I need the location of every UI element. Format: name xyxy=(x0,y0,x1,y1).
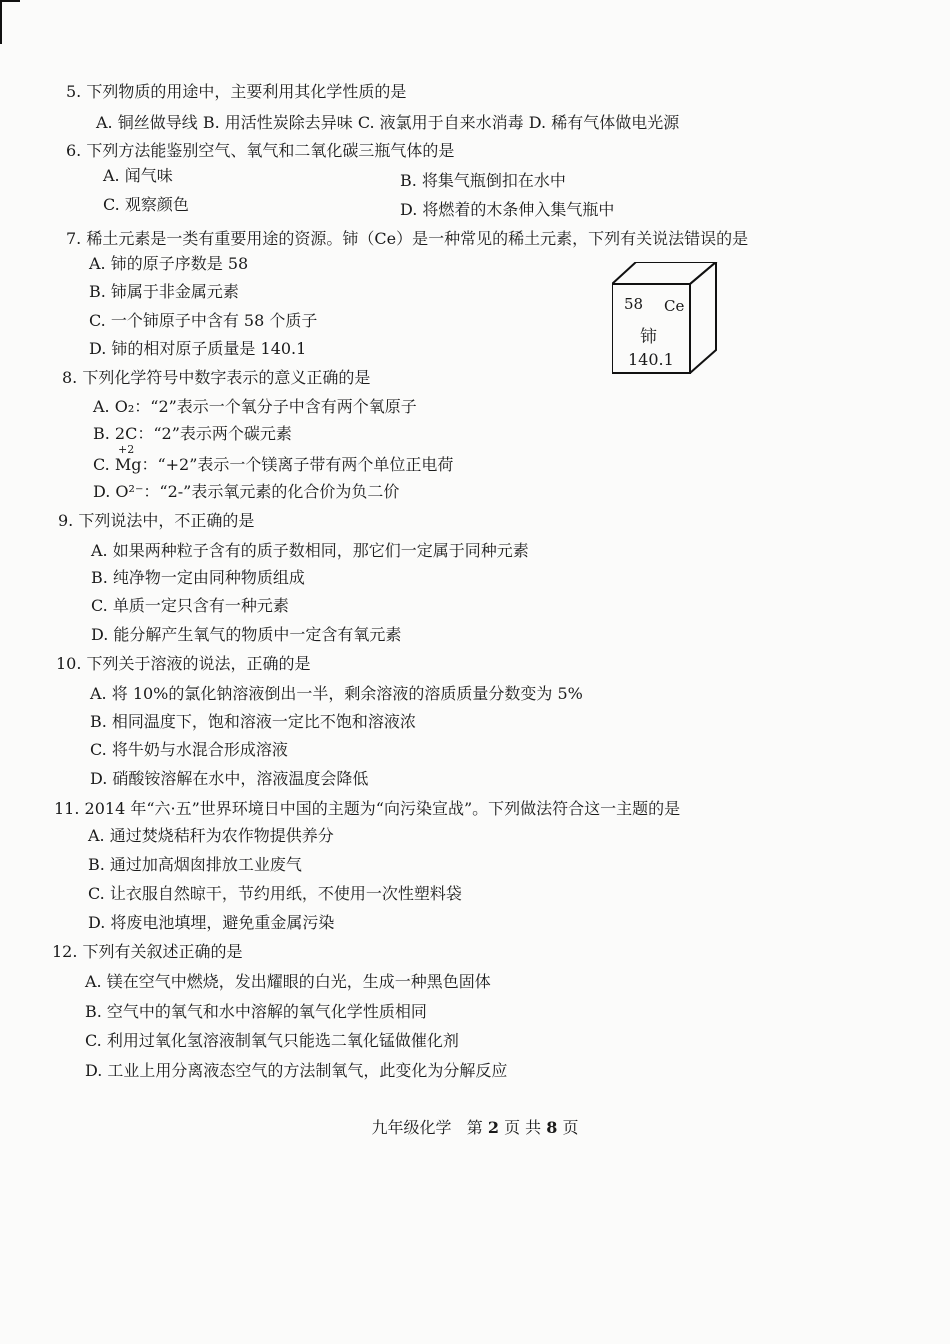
cerium-element-tile xyxy=(612,262,718,374)
q8-stem: 8. 下列化学符号中数字表示的意义正确的是 xyxy=(62,368,371,387)
q12-option-b: B. 空气中的氧气和水中溶解的氧气化学性质相同 xyxy=(85,1002,427,1021)
footer-page-mid: 页 共 xyxy=(504,1118,542,1137)
q9-option-a: A. 如果两种粒子含有的质子数相同，那它们一定属于同种元素 xyxy=(91,541,529,560)
q7-stem: 7. 稀土元素是一类有重要用途的资源。铈（Ce）是一种常见的稀土元素，下列有关说法错误的是 xyxy=(66,229,749,248)
q11-stem: 11. 2014 年“六·五”世界环境日中国的主题为“向污染宣战”。下列做法符合这一主题的是 xyxy=(54,799,681,818)
scan-corner-mark xyxy=(0,0,20,44)
q12-stem: 12. 下列有关叙述正确的是 xyxy=(52,942,243,961)
q9-stem: 9. 下列说法中，不正确的是 xyxy=(58,511,255,530)
q5-stem: 5. 下列物质的用途中，主要利用其化学性质的是 xyxy=(66,82,407,101)
q6-option-d: D. 将燃着的木条伸入集气瓶中 xyxy=(400,200,615,219)
tile-symbol: Ce xyxy=(664,297,685,315)
q8-option-b: B. 2C：“2”表示两个碳元素 xyxy=(93,424,292,443)
q8-option-a: A. O₂：“2”表示一个氧分子中含有两个氧原子 xyxy=(93,397,417,416)
q5-options: A. 铜丝做导线 B. 用活性炭除去异味 C. 液氯用于自来水消毒 D. 稀有气体做电光源 xyxy=(96,113,680,132)
page-footer xyxy=(0,1115,950,1138)
footer-page-prefix: 第 xyxy=(466,1118,483,1137)
q7-option-d: D. 铈的相对原子质量是 140.1 xyxy=(89,339,307,358)
tile-element-name: 铈 xyxy=(640,327,657,347)
q9-option-d: D. 能分解产生氧气的物质中一定含有氧元素 xyxy=(91,625,402,644)
q9-option-b: B. 纯净物一定由同种物质组成 xyxy=(91,568,305,587)
footer-total-pages: 8 xyxy=(546,1118,558,1137)
q10-option-d: D. 硝酸铵溶解在水中，溶液温度会降低 xyxy=(90,769,369,788)
q11-option-b: B. 通过加高烟囱排放工业废气 xyxy=(88,855,302,874)
q11-option-d: D. 将废电池填埋，避免重金属污染 xyxy=(88,913,335,932)
q8-c-superscript: +2 xyxy=(118,443,135,456)
tile-atomic-number: 58 xyxy=(624,295,644,313)
q7-option-b: B. 铈属于非金属元素 xyxy=(89,282,239,301)
q6-option-b: B. 将集气瓶倒扣在水中 xyxy=(400,171,566,190)
q7-option-c: C. 一个铈原子中含有 58 个质子 xyxy=(89,311,318,330)
q7-option-a: A. 铈的原子序数是 58 xyxy=(89,254,249,273)
q11-option-a: A. 通过焚烧秸秆为农作物提供养分 xyxy=(88,826,334,845)
q8-option-d: D. O²⁻：“2-”表示氧元素的化合价为负二价 xyxy=(93,482,400,501)
q8-option-c: C. Mg：“+2”表示一个镁离子带有两个单位正电荷 xyxy=(93,455,454,474)
q6-option-c: C. 观察颜色 xyxy=(103,195,189,214)
q6-option-a: A. 闻气味 xyxy=(103,166,173,185)
q6-stem: 6. 下列方法能鉴别空气、氧气和二氧化碳三瓶气体的是 xyxy=(66,141,455,160)
q10-option-b: B. 相同温度下，饱和溶液一定比不饱和溶液浓 xyxy=(90,712,416,731)
footer-subject: 九年级化学 xyxy=(371,1118,452,1137)
q12-option-a: A. 镁在空气中燃烧，发出耀眼的白光，生成一种黑色固体 xyxy=(85,972,491,991)
q10-stem: 10. 下列关于溶液的说法，正确的是 xyxy=(56,654,311,673)
q12-option-d: D. 工业上用分离液态空气的方法制氧气，此变化为分解反应 xyxy=(85,1061,508,1080)
q12-option-c: C. 利用过氧化氢溶液制氧气只能选二氧化锰做催化剂 xyxy=(85,1031,459,1050)
q9-option-c: C. 单质一定只含有一种元素 xyxy=(91,596,289,615)
q11-option-c: C. 让衣服自然晾干，节约用纸，不使用一次性塑料袋 xyxy=(88,884,462,903)
q10-option-c: C. 将牛奶与水混合形成溶液 xyxy=(90,740,288,759)
footer-page-suffix: 页 xyxy=(562,1118,579,1137)
tile-atomic-mass: 140.1 xyxy=(628,350,674,369)
q10-option-a: A. 将 10%的氯化钠溶液倒出一半，剩余溶液的溶质质量分数变为 5% xyxy=(90,684,583,703)
footer-page-number: 2 xyxy=(487,1118,499,1137)
